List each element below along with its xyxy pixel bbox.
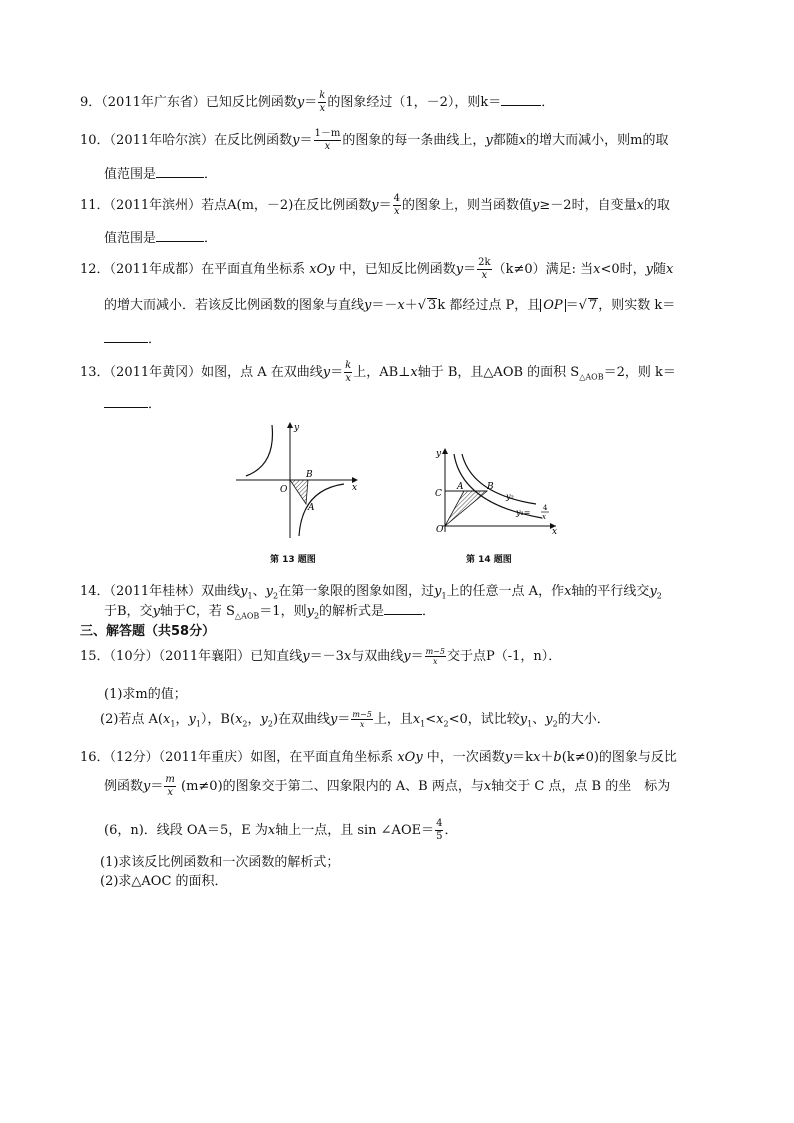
question-11: 11．（2011年滨州）若点A(m，－2)在反比例函数y＝ $\frac{4}{x}$ 的图象上，则当函数值y≥－2时，自变量x的取 — [80, 193, 670, 217]
svg-text:O: O — [280, 485, 288, 495]
svg-text:A: A — [457, 482, 464, 492]
figure-13-caption: 第 13 题图 — [270, 555, 316, 565]
fraction: $\frac{4}{5}$ — [436, 818, 443, 842]
question-15: 15．（10分）（2011年襄阳）已知直线y＝－3x与双曲线y＝ $\frac{m-5}{x}$ 交于点P（-1，n）． — [80, 647, 562, 666]
fraction: $\frac{m-5}{x}$ — [425, 647, 445, 666]
question-14: 14．（2011年桂林）双曲线$y_1$、$y_2$在第一象限的图象如图，过$y_1$上的任意一点 A，作x轴的平行线交$y_2$ — [80, 584, 662, 601]
svg-text:x: x — [352, 483, 358, 493]
question-16-part-1: (1)求该反比例函数和一次函数的解析式； — [100, 855, 340, 870]
figure-14 — [432, 446, 562, 536]
svg-text:x: x — [542, 513, 546, 521]
answer-blank[interactable] — [156, 165, 204, 178]
fraction: $\frac{2k}{x}$ — [478, 257, 491, 281]
question-12: 12．（2011年成都）在平面直角坐标系 xOy 中，已知反比例函数y＝ $\frac{2k}{x}$ （k≠0）满足: 当x<0时，y随x — [80, 257, 674, 281]
answer-blank[interactable] — [384, 602, 422, 615]
fraction: $\frac{k}{x}$ — [319, 90, 326, 114]
svg-text:y₂: y₂ — [506, 492, 514, 501]
fraction: $\frac{m-5}{x}$ — [352, 710, 372, 729]
question-14-cont: 于B，交y轴于C，若 $S_{\triangle AOB}=1$，则$y_2$的解析式是 ． — [104, 604, 436, 621]
svg-text:C: C — [435, 489, 442, 499]
question-10: 10．（2011年哈尔滨）在反比例函数y＝ $\frac{1-m}{x}$ 的图象的每一条曲线上，y都随x的增大而减小，则m的取 — [80, 128, 669, 152]
svg-text:y: y — [294, 423, 300, 433]
svg-text:4: 4 — [543, 504, 548, 512]
answer-blank[interactable] — [104, 330, 148, 343]
question-16: 16．（12分）（2011年重庆）如图，在平面直角坐标系 xOy 中，一次函数y＝kx＋b(k≠0)的图象与反比 — [80, 750, 677, 765]
svg-text:O: O — [436, 525, 444, 535]
fraction: $\frac{4}{x}$ — [393, 193, 401, 217]
figure-13 — [232, 420, 362, 545]
question-13-cont: ． — [104, 393, 161, 412]
question-16-cont2: (6，n)．线段 OA＝5，E 为x轴上一点，且 sin ∠AOE＝ $\frac{4}{5}$ ． — [104, 818, 458, 842]
svg-text:A: A — [308, 503, 315, 513]
question-12-cont2: ． — [104, 328, 161, 347]
question-15-part-2: (2)若点 $A(x_1$，$y_1$），$B(x_2$，$y_2$)在双曲线y＝ $\frac{m-5}{x}$ 上，且$x_1<x_2<0$，试比较$y_1$、$y_2$的大小． — [100, 710, 610, 729]
question-15-part-1: (1)求m的值； — [104, 687, 187, 702]
svg-text:x: x — [552, 527, 558, 536]
answer-blank[interactable] — [104, 395, 148, 408]
figure-14-caption: 第 14 题图 — [466, 555, 512, 565]
answer-blank[interactable] — [156, 229, 204, 242]
fraction: $\frac{m}{x}$ — [165, 774, 175, 798]
svg-text:y₁=: y₁= — [516, 508, 531, 517]
svg-text:y: y — [436, 449, 442, 459]
question-9: 9．（2011年广东省）已知反比例函数y＝ $\frac{k}{x}$ 的图象经过（1，－2），则k＝ ． — [80, 90, 555, 114]
question-16-part-2: (2)求△AOC 的面积． — [100, 874, 228, 889]
question-13: 13．（2011年黄冈）如图，点 A 在双曲线y＝ $\frac{k}{x}$ 上，AB⊥x轴于 B，且△AOB 的面积 $S_{\triangle AOB}=2$，则 k＝ — [80, 360, 676, 384]
question-11-cont: 值范围是 ． — [104, 231, 218, 246]
section-heading: 三、解答题（共58分） — [80, 624, 216, 639]
svg-text:B: B — [487, 482, 494, 492]
fraction: $\frac{k}{x}$ — [345, 360, 352, 384]
question-10-cont: 值范围是 ． — [104, 167, 218, 182]
question-16-cont: 例函数y＝ $\frac{m}{x}$ (m≠0)的图象交于第二、四象限内的 A、B 两点，与x轴交于 C 点，点 B 的坐 标为 — [104, 774, 671, 798]
answer-blank[interactable] — [501, 93, 541, 106]
svg-text:B: B — [306, 470, 313, 480]
question-12-cont: 的增大而减小．若该反比例函数的图象与直线y＝－x＋√ 3k 都经过点 P，且 OP ＝√ 7，则实数 k＝ — [104, 298, 676, 313]
fraction: $\frac{1-m}{x}$ — [314, 128, 341, 152]
